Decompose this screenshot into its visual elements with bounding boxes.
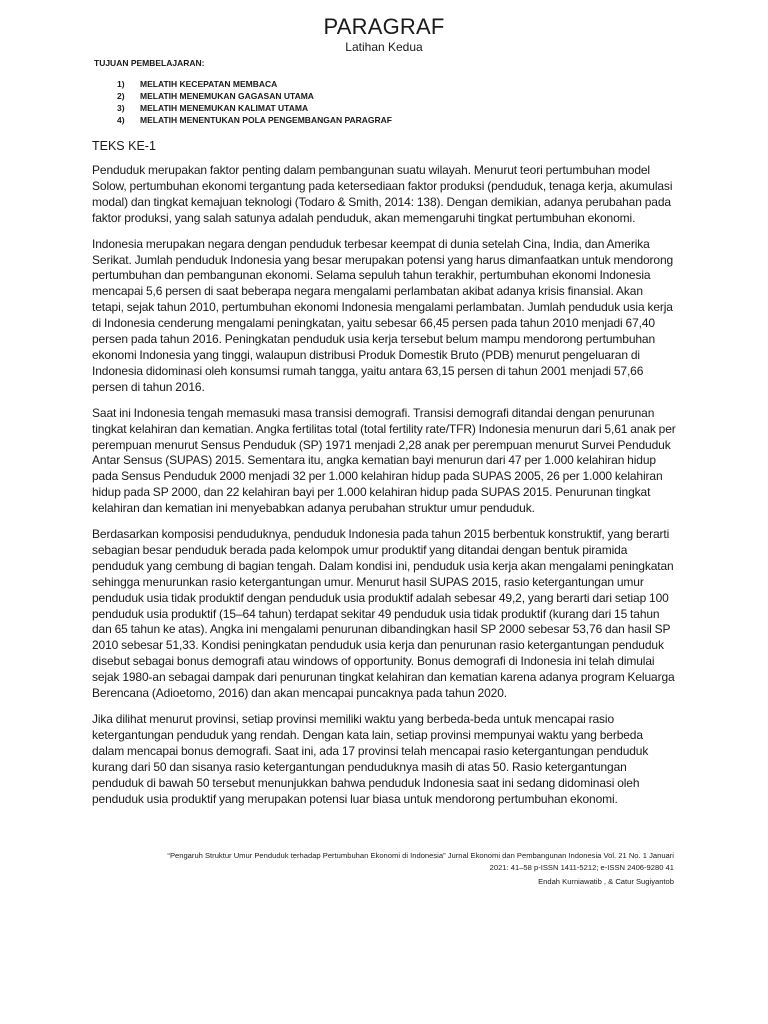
text-section-label: TEKS KE-1 <box>92 139 156 153</box>
objective-number: 2) <box>117 91 125 101</box>
objective-number: 1) <box>117 79 125 89</box>
body-text <box>92 163 676 817</box>
objective-text: MELATIH MENEMUKAN KALIMAT UTAMA <box>140 103 309 113</box>
paragraph-5: Jika dilihat menurut provinsi, setiap provinsi memiliki waktu yang berbeda-beda untuk mencapai rasio ketergantungan penduduk yang rendah. Dengan kata lain, setiap provinsi mempunyai waktu yang berbeda dalam mencapai bonus demografi. Saat ini, ada 17 provinsi telah mencapai rasio ketergantungan penduduk kurang dari 50 dan sisanya rasio ketergantungan penduduknya masih di atas 50. Rasio ketergantungan penduduk di bawah 50 tersebut menunjukkan bahwa penduduk Indonesia saat ini sedang didominasi oleh penduduk usia produktif yang merupakan potensi luar biasa untuk mendorong pertumbuhan ekonomi. <box>92 712 649 806</box>
paragraph-3: Saat ini Indonesia tengah memasuki masa transisi demografi. Transisi demografi ditandai dengan penurunan tingkat kelahiran dan kematian. Angka fertilitas total (total fertility rate/TFR) Indonesia menurun dari 5,61 anak per perempuan menurut Sensus Penduduk (SP) 1971 menjadi 2,28 anak per perempuan menurut Survei Penduduk Antar Sensus (SUPAS) 2015. Sementara itu, angka kematian bayi menurun dari 47 per 1.000 kelahiran hidup pada Sensus Penduduk 2000 menjadi 32 per 1.000 kelahiran hidup pada SUPAS 2005, 26 per 1.000 kelahiran hidup pada SP 2000, dan 22 kelahiran bayi per 1.000 kelahiran hidup pada SUPAS 2015. Penurunan tingkat kelahiran dan kematian ini menyebabkan adanya perubahan struktur umur penduduk. <box>92 405 676 516</box>
objective-item <box>117 78 392 90</box>
paragraph-2: Indonesia merupakan negara dengan penduduk terbesar keempat di dunia setelah Cina, India, dan Amerika Serikat. Jumlah penduduk Indonesia yang besar merupakan potensi yang harus dimanfaatkan untuk mendorong pertumbuhan dan pembangunan ekonomi. Selama sepuluh tahun terakhir, pertumbuhan ekonomi Indonesia mencapai 5,6 persen di saat beberapa negara mengalami perlambatan akibat adanya krisis finansial. Akan tetapi, sejak tahun 2010, pertumbuhan ekonomi Indonesia mengalami perlambatan. Jumlah penduduk usia kerja di Indonesia cenderung mengalami peningkatan, yaitu sebesar 66,45 persen pada tahun 2010 menjadi 67,40 persen pada tahun 2016. Peningkatan penduduk usia kerja tersebut belum mampu mendorong pertumbuhan ekonomi Indonesia yang tinggi, walaupun distribusi Produk Domestik Bruto (PDB) menurut pengeluaran di Indonesia didominasi oleh konsumsi rumah tangga, yaitu antara 63,15 persen di tahun 2001 menjadi 57,66 persen di tahun 2016. <box>92 236 674 394</box>
objective-number: 3) <box>117 103 125 113</box>
page-title: PARAGRAF <box>323 14 445 39</box>
objective-item <box>117 90 392 102</box>
objective-item <box>117 114 392 126</box>
citation-line-2: 2021: 41–58 p-ISSN 1411-5212; e-ISSN 2406-9280 41 <box>489 862 674 872</box>
paragraph-1: Penduduk merupakan faktor penting dalam pembangunan suatu wilayah. Menurut teori pertumbuhan model Solow, pertumbuhan ekonomi tergantung pada ketersediaan faktor produksi (penduduk, tenaga kerja, akumulasi modal) dan tingkat kemajuan teknologi (Todaro & Smith, 2014: 138). Dengan demikian, adanya perubahan pada faktor produksi, yang salah satunya adalah penduduk, akan memengaruhi tingkat pertumbuhan ekonomi. <box>92 163 673 225</box>
source-citation <box>92 850 674 873</box>
objective-text: MELATIH KECEPATAN MEMBACA <box>140 79 278 89</box>
objective-text: MELATIH MENENTUKAN POLA PENGEMBANGAN PARAGRAF <box>140 115 393 125</box>
objectives-list <box>117 78 392 126</box>
author-credit: Endah Kurniawatib , & Catur Sugiyantob <box>538 877 674 886</box>
paragraph-4: Berdasarkan komposisi penduduknya, penduduk Indonesia pada tahun 2015 berbentuk konstruktif, yang berarti sebagian besar penduduk berada pada kelompok umur produktif yang ditandai dengan bentuk piramida penduduk yang cembung di bagian tengah. Dalam kondisi ini, penduduk usia kerja akan mengalami peningkatan sehingga menurunkan rasio ketergantungan umur. Menurut hasil SUPAS 2015, rasio ketergantungan umur penduduk usia tidak produktif dengan penduduk usia produktif adalah sebesar 49,2, yang berarti dari setiap 100 penduduk usia produktif (15–64 tahun) terdapat sekitar 49 penduduk usia tidak produktif (kurang dari 15 tahun dan 65 tahun ke atas). Angka ini mengalami penurunan dibandingkan hasil SP 2000 sebesar 53,76 dan hasil SP 2010 sebesar 51,33. Kondisi peningkatan penduduk usia kerja dan penurunan rasio ketergantungan penduduk disebut sebagai bonus demografi atau windows of opportunity. Bonus demografi di Indonesia ini telah dimulai sejak 1980-an sebagai dampak dari penurunan tingkat kelahiran dan kematian karena adanya program Keluarga Berencana (Adioetomo, 2016) dan akan mencapai puncaknya pada tahun 2020. <box>92 527 675 701</box>
objectives-heading: TUJUAN PEMBELAJARAN: <box>94 58 205 68</box>
objective-number: 4) <box>117 115 125 125</box>
objective-text: MELATIH MENEMUKAN GAGASAN UTAMA <box>140 91 314 101</box>
page-subtitle: Latihan Kedua <box>345 40 423 54</box>
citation-line-1: “Pengaruh Struktur Umur Penduduk terhadap Pertumbuhan Ekonomi di Indonesia” Jurnal Ekonomi dan Pembangunan Indonesia Vol. 21 No. 1 Januari <box>167 851 674 860</box>
objective-item <box>117 102 392 114</box>
